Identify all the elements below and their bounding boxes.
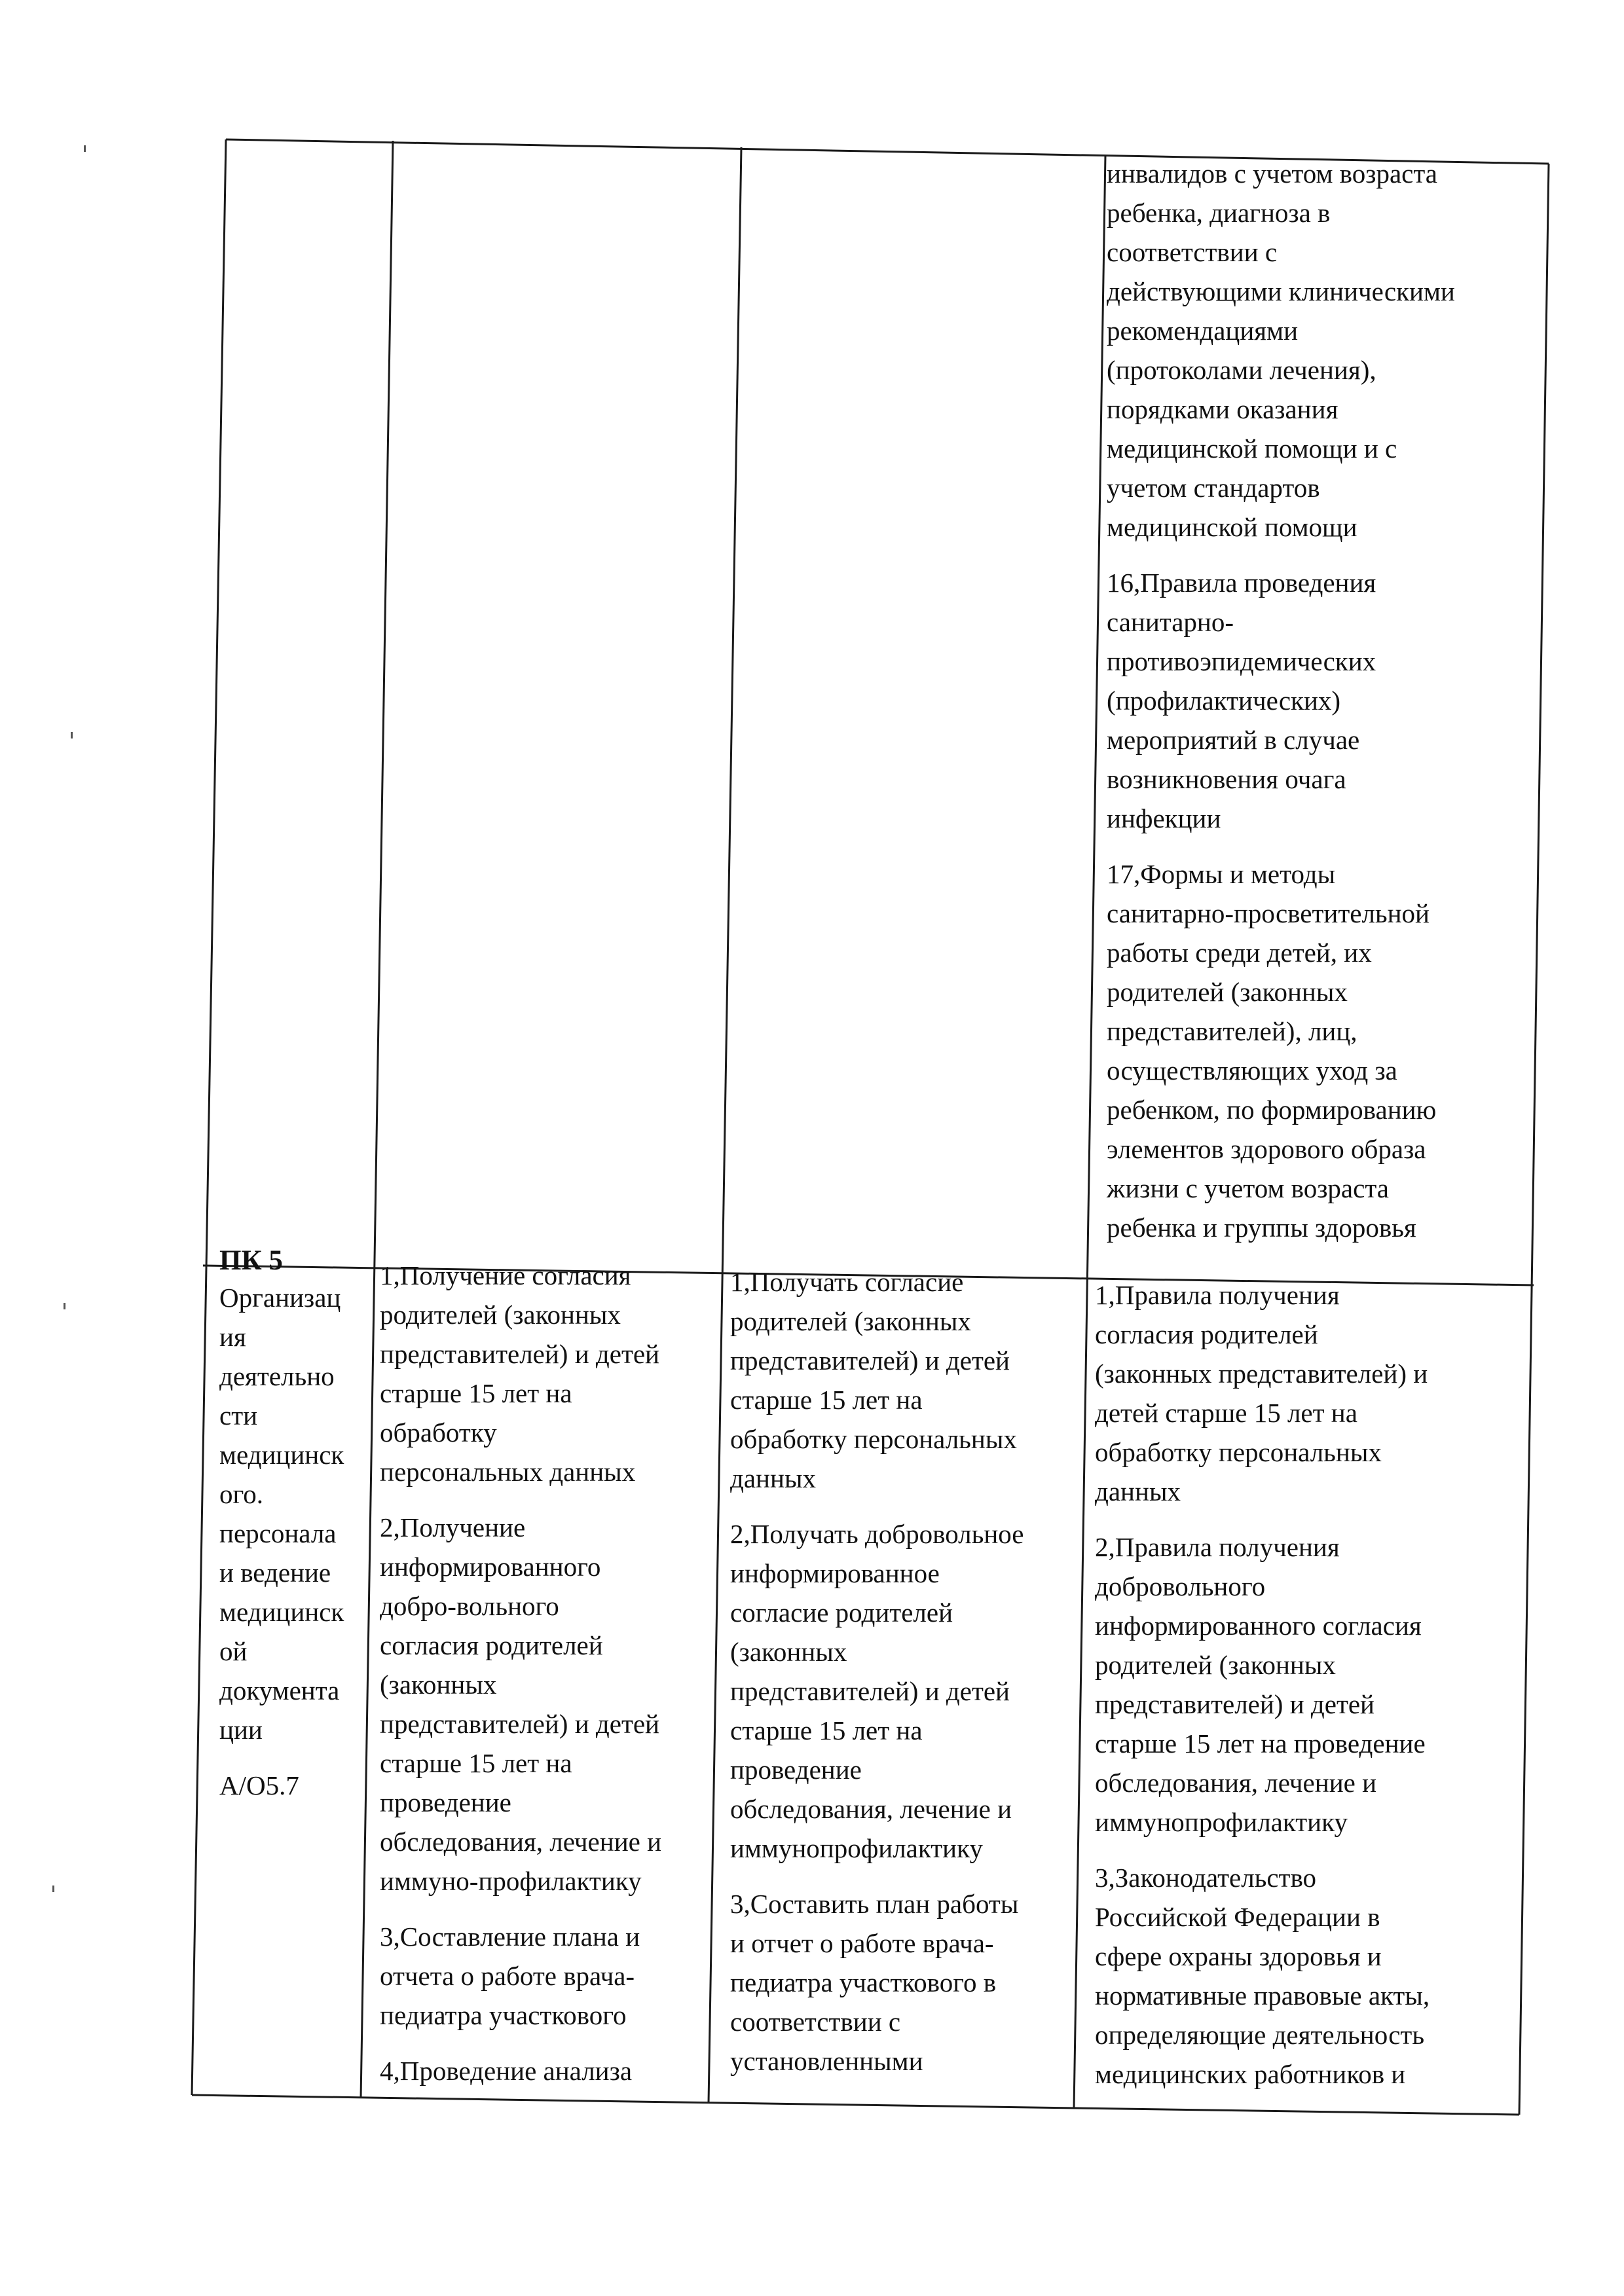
knowledge-item: 16,Правила проведения санитарно- противоэпидемических (профилактических) мероприятий в случае возникновения очага инфекции bbox=[1107, 568, 1376, 833]
scan-speck bbox=[71, 732, 73, 738]
knowledge-cell bbox=[1095, 1275, 1514, 2110]
knowledge-item: 1,Правила получения согласия родителей (законных представителей) и детей старше 15 лет на обработку персональных данных bbox=[1095, 1280, 1428, 1506]
knowledge-item: 2,Правила получения добровольного информированного согласия родителей (законных представителей) и детей старше 15 лет на проведение обследования, лечение и иммунопрофилактику bbox=[1095, 1532, 1426, 1837]
scan-speck bbox=[52, 1886, 54, 1892]
function-code: А/О5.7 bbox=[219, 1770, 299, 1800]
action-item: 1,Получение согласия родителей (законных представителей) и детей старше 15 лет на обработку персональных данных bbox=[380, 1260, 659, 1487]
skill-item: 3,Составить план работы и отчет о работе врача- педиатра участкового в соответствии с установленными bbox=[730, 1889, 1019, 2076]
competency-code: ПК 5 bbox=[219, 1245, 283, 1276]
action-item: 2,Получение информированного добро-вольного согласия родителей (законных представителей) и детей старше 15 лет на проведение обследования, лечение и иммуно-профилактику bbox=[380, 1512, 662, 1896]
skill-item: 2,Получать добровольное информированное согласие родителей (законных представителей) и детей старше 15 лет на проведение обследования, лечение и иммунопрофилактику bbox=[730, 1519, 1024, 1863]
skills-cell bbox=[730, 1262, 1074, 2097]
action-item: 4,Проведение анализа bbox=[380, 2056, 633, 2086]
skill-item: 1,Получать согласие родителей (законных представителей) и детей старше 15 лет на обработку персональных данных bbox=[730, 1267, 1017, 1493]
knowledge-item: инвалидов с учетом возраста ребенка, диагноза в соответствии с действующими клиническими рекомендациями (протоколами лечения), порядками оказания медицинской помощи и с учетом стандартов медицинской помощи bbox=[1107, 158, 1455, 542]
action-item: 3,Составление плана и отчета о работе врача- педиатра участкового bbox=[380, 1922, 640, 2030]
actions-cell bbox=[380, 1256, 707, 2107]
continuation-knowledge-cell bbox=[1107, 154, 1526, 1264]
competency-cell bbox=[219, 1244, 357, 1821]
scan-speck bbox=[64, 1303, 65, 1309]
knowledge-item: 3,Законодательство Российской Федерации в сфере охраны здоровья и нормативные правовые акты, определяющие деятельность медицинских работников и bbox=[1095, 1863, 1430, 2089]
scan-speck bbox=[84, 145, 86, 152]
competency-name: Организац ия деятельно сти медицинск ого. персонала и ведение медицинск ой документа ции bbox=[219, 1283, 344, 1745]
knowledge-item: 17,Формы и методы санитарно-просветительной работы среди детей, их родителей (законных представителей), лиц, осуществляющих уход за ребенком, по формированию элементов здорового образа жизни с учетом возраста ребенка и группы здоровья bbox=[1107, 859, 1437, 1243]
